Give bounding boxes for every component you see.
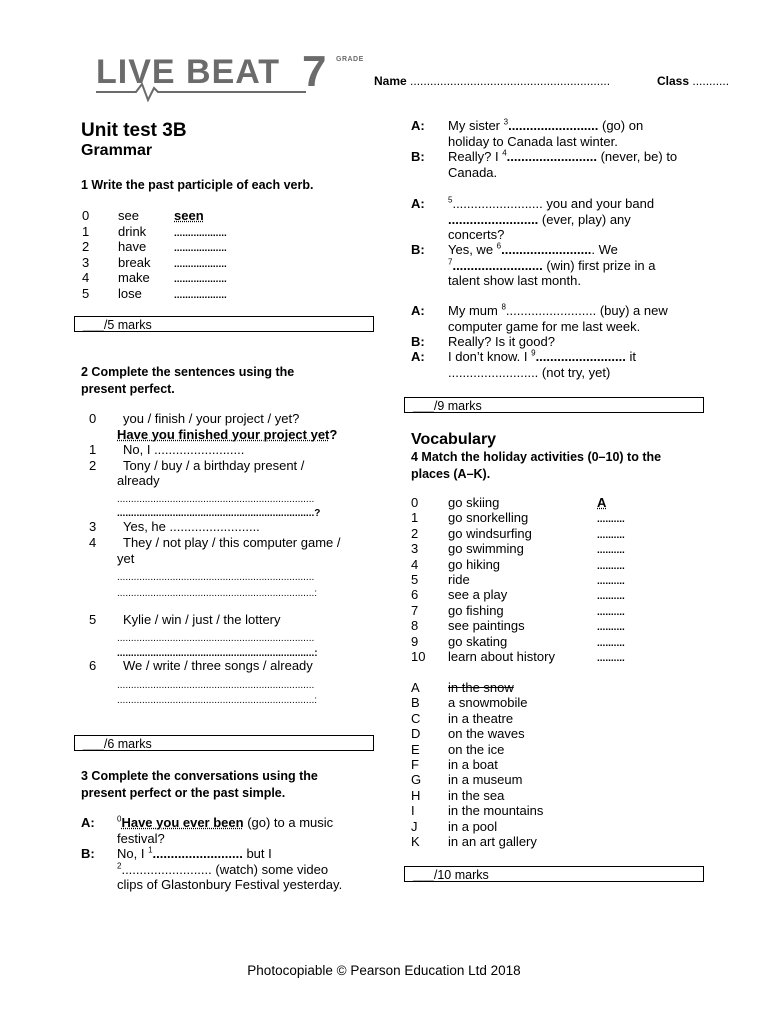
ex1-item-answer: ...................	[174, 289, 227, 301]
ex1-item-number: 0	[82, 208, 90, 223]
ex4-place-text: in the snow	[448, 680, 514, 695]
ex4-activity-text: go snorkelling	[448, 510, 529, 526]
ex2-item-0: 0 you / finish / your project / yet?	[89, 411, 300, 426]
ex2-item-5: 5 Kylie / win / just / the lottery	[89, 612, 281, 627]
ex4-place-letter: A	[411, 680, 420, 695]
ex4-activity-answer: ..........	[597, 591, 625, 603]
ex4-place-letter: J	[411, 818, 418, 834]
ex3-c4-a-label: A:	[411, 303, 425, 318]
ex1-item-answer: ...................	[174, 243, 227, 254]
logo-grade: GRADE	[336, 56, 364, 63]
ex3-c1-a-label: A:	[81, 815, 95, 830]
ex3-c1-b-line[interactable]: No, I $^1$......................... but I $^2$......................... (watch) some video clips of Glastonbury Festival yesterday.	[117, 845, 343, 892]
ex1-item-verb: break	[118, 254, 151, 270]
ex2-item-4-line-1[interactable]: .......................................................................	[117, 572, 315, 583]
ex1-item[interactable]	[82, 239, 227, 256]
ex4-place	[411, 757, 498, 772]
ex2-item-3[interactable]: 3 Yes, he .........................	[89, 519, 260, 534]
ex3-c3-a-label: A:	[411, 196, 425, 211]
ex3-c1-a-line: $^0$Have you ever been (go) to a music festival?	[117, 814, 334, 846]
ex4-place-letter: H	[411, 787, 421, 803]
ex2-item-5-line-2[interactable]: .......................................................................:	[117, 648, 318, 659]
ex4-activity-text: see a play	[448, 587, 508, 603]
ex4-activity-number: 10	[411, 649, 426, 664]
ex4-activity	[411, 495, 606, 510]
ex1-item-number: 2	[82, 239, 90, 254]
ex4-place-text: on the waves	[448, 726, 525, 742]
ex3-c4-b-label: B:	[411, 334, 425, 349]
ex4-place-letter: K	[411, 834, 420, 849]
ex2-item-6: 6 We / write / three songs / already	[89, 658, 313, 673]
ex4-place-text: in a pool	[448, 818, 498, 834]
ex1-item-verb: lose	[118, 285, 142, 301]
ex4-place-text: a snowmobile	[448, 695, 528, 711]
ex1-item-verb: drink	[118, 223, 147, 239]
ex4-activity-text: go skating	[448, 633, 508, 649]
ex4-activity-answer: A	[597, 495, 607, 510]
ex3-c3-a-line[interactable]: $^5$......................... you and your band ......................... (ever, play) any concerts?	[448, 195, 655, 242]
ex4-activity-text: go fishing	[448, 602, 504, 618]
ex3-c4-a-line[interactable]: My mum $^8$......................... (buy) a new computer game for me last week.	[448, 302, 668, 334]
ex2-item-2-line-1[interactable]: .......................................................................	[117, 494, 315, 505]
ex4-activity-number: 2	[411, 525, 419, 541]
ex4-activity-number: 9	[411, 633, 419, 649]
ex4-activity-answer: ..........	[597, 576, 625, 587]
ex1-item-number: 3	[82, 254, 90, 270]
ex2-item-4: 4 They / not play / this computer game /	[89, 535, 341, 550]
ex4-place	[411, 834, 537, 849]
ex1-item-answer: ...................	[174, 274, 227, 285]
ex4-activity-text: see paintings	[448, 618, 525, 634]
logo-text: LIVE BEAT	[96, 53, 281, 91]
ex1-item[interactable]	[82, 224, 227, 241]
ex4-place-letter: I	[411, 803, 415, 819]
ex4-place-letter: E	[411, 741, 420, 757]
ex4-place-letter: D	[411, 726, 421, 742]
footer-copyright: Photocopiable © Pearson Education Ltd 2018	[247, 963, 521, 978]
ex4-place	[411, 711, 513, 726]
ex3-c3-b-line[interactable]: Yes, we $^6$.......................... We $^7$......................... (win) first prize in a talent show last month.	[448, 241, 656, 288]
section-grammar-heading: Grammar	[81, 142, 153, 159]
ex4-activity-answer: ..........	[597, 637, 625, 649]
ex4-activity-text: go windsurfing	[448, 525, 532, 541]
ex4-activity-text: go skiing	[448, 495, 500, 510]
ex4-activity-text: go hiking	[448, 556, 501, 572]
ex4-place	[411, 819, 497, 834]
ex2-item-1[interactable]: 1 No, I .........................	[89, 442, 245, 457]
ex4-activity-answer: ..........	[597, 529, 625, 541]
ex4-place	[411, 788, 504, 803]
ex4-place	[411, 742, 504, 757]
ex4-place-letter: C	[411, 710, 421, 726]
ex4-activity-answer: ..........	[597, 514, 625, 526]
ex3-c4-a2-line[interactable]: I don’t know. I $^9$......................... it ......................... (not try, yet)	[448, 348, 636, 380]
ex4-activity-answer: ..........	[597, 606, 625, 618]
ex2-item-2: 2 Tony / buy / a birthday present /	[89, 458, 305, 473]
ex1-marks: ___/5 marks	[74, 316, 374, 332]
ex1-item-answer: seen	[174, 208, 204, 223]
ex2-item-2-prompt-cont: already	[117, 473, 160, 488]
ex1-item-number: 5	[82, 285, 90, 301]
ex2-marks: ___/6 marks	[74, 735, 374, 751]
ex1-item-answer: ...................	[174, 227, 227, 239]
ex4-place-text: on the ice	[448, 741, 505, 757]
ex4-place-letter: G	[411, 772, 422, 788]
ex4-activity-text: go swimming	[448, 541, 524, 557]
ex2-item-2-line-2[interactable]: .......................................................................?	[117, 508, 321, 519]
ex1-item-number: 4	[82, 270, 90, 285]
ex2-item-4-prompt-cont: yet	[117, 551, 135, 566]
ex1-item-answer: ...................	[174, 258, 227, 270]
ex3-instruction: 3 Complete the conversations using the present perfect or the past simple.	[81, 769, 318, 800]
ex4-place	[411, 726, 525, 741]
name-field[interactable]: Name ............................................................	[374, 74, 611, 88]
ex1-item-verb: have	[118, 239, 147, 254]
ex1-instruction: 1 Write the past participle of each verb.	[81, 178, 314, 192]
ex3-c2-a-label: A:	[411, 118, 425, 133]
ex2-item-4-line-2[interactable]: .......................................................................:	[117, 588, 318, 599]
ex4-activity-answer: ..........	[597, 545, 625, 557]
ex3-c4-a2-label: A:	[411, 349, 425, 364]
ex4-activity-number: 8	[411, 618, 419, 634]
ex4-place-text: in an art gallery	[448, 834, 537, 849]
ex1-item[interactable]	[82, 255, 227, 272]
ex4-activity-text: learn about history	[448, 649, 555, 664]
section-vocabulary-heading: Vocabulary	[411, 431, 497, 448]
ex4-activity-number: 3	[411, 541, 419, 557]
ex2-item-6-line-2[interactable]: .......................................................................:	[117, 695, 318, 706]
ex2-instruction: 2 Complete the sentences using the present perfect.	[81, 365, 295, 396]
ex3-c2-b-line[interactable]: Really? I $^4$......................... (never, be) to Canada.	[448, 148, 678, 180]
ex3-c4-b-line: Really? Is it good?	[448, 334, 555, 349]
ex3-marks: ___/9 marks	[404, 397, 704, 413]
ex4-activity-text: ride	[448, 572, 470, 587]
ex4-place	[411, 772, 522, 787]
class-field[interactable]: Class ...........	[657, 74, 730, 88]
heartbeat-icon	[96, 82, 306, 102]
ex4-place	[411, 803, 543, 818]
ex4-activity-number: 7	[411, 602, 419, 618]
ex3-c3-b-label: B:	[411, 242, 425, 257]
ex4-activity-number: 0	[411, 495, 419, 510]
ex4-activity-answer: ..........	[597, 560, 625, 572]
ex4-place-text: in a museum	[448, 772, 523, 788]
ex1-item[interactable]	[82, 270, 227, 287]
ex4-activity-number: 5	[411, 572, 419, 587]
ex4-activity[interactable]	[411, 649, 625, 666]
ex4-activity-number: 1	[411, 510, 419, 526]
ex4-activity-number: 4	[411, 556, 419, 572]
ex4-place-text: in the mountains	[448, 803, 544, 819]
ex4-activity-answer: ..........	[597, 622, 625, 634]
ex4-place	[411, 680, 514, 695]
logo-number: 7	[302, 47, 327, 96]
ex4-place	[411, 695, 528, 710]
ex1-item	[82, 208, 204, 223]
ex4-marks: ___/10 marks	[404, 866, 704, 882]
ex4-instruction: 4 Match the holiday activities (0–10) to the places (A–K).	[411, 450, 662, 481]
ex3-c2-b-label: B:	[411, 149, 425, 164]
ex4-activity-answer: ..........	[597, 653, 625, 664]
ex4-place-letter: B	[411, 695, 420, 711]
ex4-place-text: in the sea	[448, 787, 505, 803]
ex1-item[interactable]	[82, 286, 227, 303]
ex4-activity-number: 6	[411, 587, 419, 603]
ex2-item-5-line-1[interactable]: .......................................................................	[117, 633, 315, 644]
live-beat-logo	[96, 47, 366, 104]
page-title: Unit test 3B	[81, 120, 187, 141]
ex1-item-verb: make	[118, 270, 150, 285]
ex4-place-text: in a boat	[448, 757, 498, 772]
ex4-place-text: in a theatre	[448, 710, 514, 726]
ex3-c1-b-label: B:	[81, 846, 95, 861]
ex3-c2-a-line[interactable]: My sister $^3$......................... (go) on holiday to Canada last winter.	[448, 117, 644, 149]
ex1-item-number: 1	[82, 223, 90, 239]
ex2-item-6-line-1[interactable]: .......................................................................	[117, 680, 315, 691]
ex1-item-verb: see	[118, 208, 139, 223]
ex4-place-letter: F	[411, 757, 419, 772]
ex2-item-0-answer: Have you finished your project yet?	[117, 427, 338, 442]
